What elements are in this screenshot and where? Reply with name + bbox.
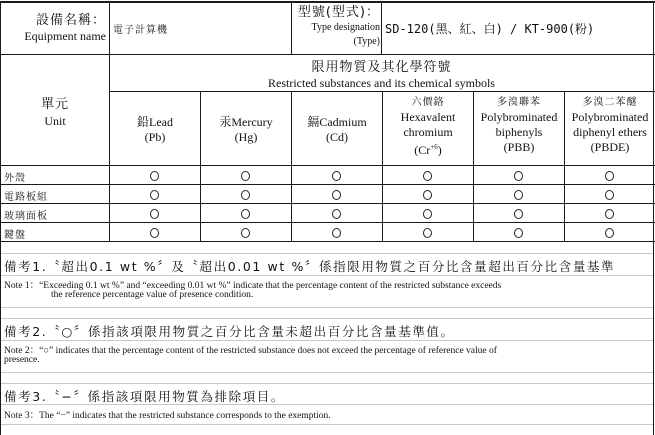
note-grid xyxy=(1,275,653,276)
column-header-en: Hexavalent xyxy=(400,110,456,124)
note-grid xyxy=(1,340,653,341)
type-label-en: Type designation xyxy=(311,22,380,33)
compliance-circle-icon xyxy=(423,209,432,219)
note-grid xyxy=(1,318,653,319)
compliance-circle-icon xyxy=(241,190,250,200)
note-zh: 備考1.〝超出0.1 wt %〞及〝超出0.01 wt %〞係指限用物質之百分比含量超出百分比含量基準 xyxy=(4,259,616,274)
border-top xyxy=(0,1,655,3)
compliance-circle-icon xyxy=(605,190,614,200)
compliance-circle-icon xyxy=(423,228,432,238)
divider-col-2 xyxy=(200,91,201,241)
compliance-circle-icon xyxy=(241,171,250,181)
column-header xyxy=(474,95,564,155)
divider-col-3 xyxy=(291,91,292,241)
note-grid xyxy=(1,372,653,373)
compliance-circle-icon xyxy=(514,171,523,181)
divider-columns-bottom xyxy=(0,165,655,166)
compliance-circle-icon xyxy=(332,228,341,238)
type-label-zh: 型號(型式)： xyxy=(297,5,380,20)
column-header-zh: 多溴聯苯 xyxy=(497,97,541,108)
equipment-label xyxy=(2,12,106,44)
note-grid xyxy=(1,307,653,308)
row-unit-label: 玻璃面板 xyxy=(4,211,48,222)
border-left xyxy=(0,1,1,435)
group-title-en: Restricted substances and its chemical symbols xyxy=(268,76,495,90)
column-header-name: 鎘Cadmium xyxy=(307,115,367,129)
compliance-circle-icon xyxy=(241,228,250,238)
divider-row-1 xyxy=(0,184,655,185)
note-en: Note 2：“○” indicates that the percentage content of the restricted substance does not exceed the percentage of reference value of xyxy=(4,346,497,356)
compliance-circle-icon xyxy=(332,209,341,219)
column-header-zh: 六價鉻 xyxy=(411,97,445,108)
group-title xyxy=(110,59,653,90)
compliance-circle-icon xyxy=(514,228,523,238)
compliance-circle-icon xyxy=(332,190,341,200)
column-header-symbol: (Pb) xyxy=(144,130,166,144)
column-header-symbol: (PBDE) xyxy=(590,140,630,154)
row-unit-label: 鍵盤 xyxy=(4,230,26,241)
note-en: Note 3：The “−” indicates that the restricted substance corresponds to the exemption. xyxy=(4,411,331,421)
group-title-zh: 限用物質及其化學符號 xyxy=(311,60,452,75)
compliance-circle-icon xyxy=(605,209,614,219)
compliance-circle-icon xyxy=(605,171,614,181)
compliance-circle-icon xyxy=(150,228,159,238)
compliance-circle-icon xyxy=(332,171,341,181)
row-unit-label: 外殼 xyxy=(4,173,26,184)
note-grid xyxy=(1,424,653,425)
column-header-name: 鉛Lead xyxy=(137,115,173,129)
column-header-symbol: (Hg) xyxy=(234,130,258,144)
type-label xyxy=(292,4,380,49)
note-grid xyxy=(1,383,653,384)
equipment-label-en: Equipment name xyxy=(24,29,106,43)
note-zh: 備考3.〝−〞係指該項限用物質為排除項目。 xyxy=(4,389,286,404)
column-header-name: 汞Mercury xyxy=(219,115,273,129)
note-en-continued: presence. xyxy=(4,355,40,365)
compliance-circle-icon xyxy=(241,209,250,219)
divider-row-3 xyxy=(0,222,655,223)
divider-type-value xyxy=(381,1,382,54)
column-header-en: Polybrominated xyxy=(571,110,649,124)
divider-header-bottom xyxy=(0,54,655,55)
compliance-circle-icon xyxy=(605,228,614,238)
unit-label-zh: 單元 xyxy=(40,97,69,112)
column-header-en: biphenyls xyxy=(495,125,543,139)
note-en: Note 1：“Exceeding 0.1 wt %” and “exceeding 0.01 wt %” indicate that the percentage content of the restricted substance exceeds xyxy=(4,281,502,291)
compliance-circle-icon xyxy=(150,190,159,200)
compliance-circle-icon xyxy=(423,171,432,181)
compliance-circle-icon xyxy=(514,209,523,219)
note-grid xyxy=(1,253,653,254)
column-header-en: chromium xyxy=(403,125,453,139)
superscript: +6 xyxy=(430,143,438,151)
border-right xyxy=(653,1,654,435)
compliance-circle-icon xyxy=(423,190,432,200)
divider-row-4 xyxy=(0,241,655,242)
compliance-circle-icon xyxy=(150,209,159,219)
column-header-symbol: $(Cr^{+6})$ xyxy=(414,143,442,157)
column-header xyxy=(383,95,473,158)
divider-row-2 xyxy=(0,203,655,204)
column-header xyxy=(110,115,200,145)
row-unit-label: 電路板組 xyxy=(4,192,48,203)
unit-label-en: Unit xyxy=(44,114,66,128)
column-header-symbol: (Cd) xyxy=(326,130,348,144)
type-value: SD-120(黑、紅、白) / KT-900(粉) xyxy=(385,22,595,36)
note-zh: 備考2.〝○〞係指該項限用物質之百分比含量未超出百分比含量基準值。 xyxy=(4,324,455,339)
column-header-en: diphenyl ethers xyxy=(573,125,647,139)
column-header xyxy=(565,95,655,155)
equipment-value: 電子計算機 xyxy=(113,25,168,36)
equipment-label-zh: 設備名稱： xyxy=(35,13,106,28)
column-header-zh: 多溴二苯醚 xyxy=(582,97,638,108)
column-header xyxy=(292,115,382,145)
compliance-circle-icon xyxy=(514,190,523,200)
note-en-continued: the reference percentage value of presence condition. xyxy=(51,290,254,300)
column-header-symbol: (PBB) xyxy=(503,140,535,154)
column-header xyxy=(201,115,291,145)
type-label-en2: (Type) xyxy=(353,36,380,47)
unit-header xyxy=(1,97,109,129)
compliance-circle-icon xyxy=(150,171,159,181)
column-header-en: Polybrominated xyxy=(480,110,558,124)
